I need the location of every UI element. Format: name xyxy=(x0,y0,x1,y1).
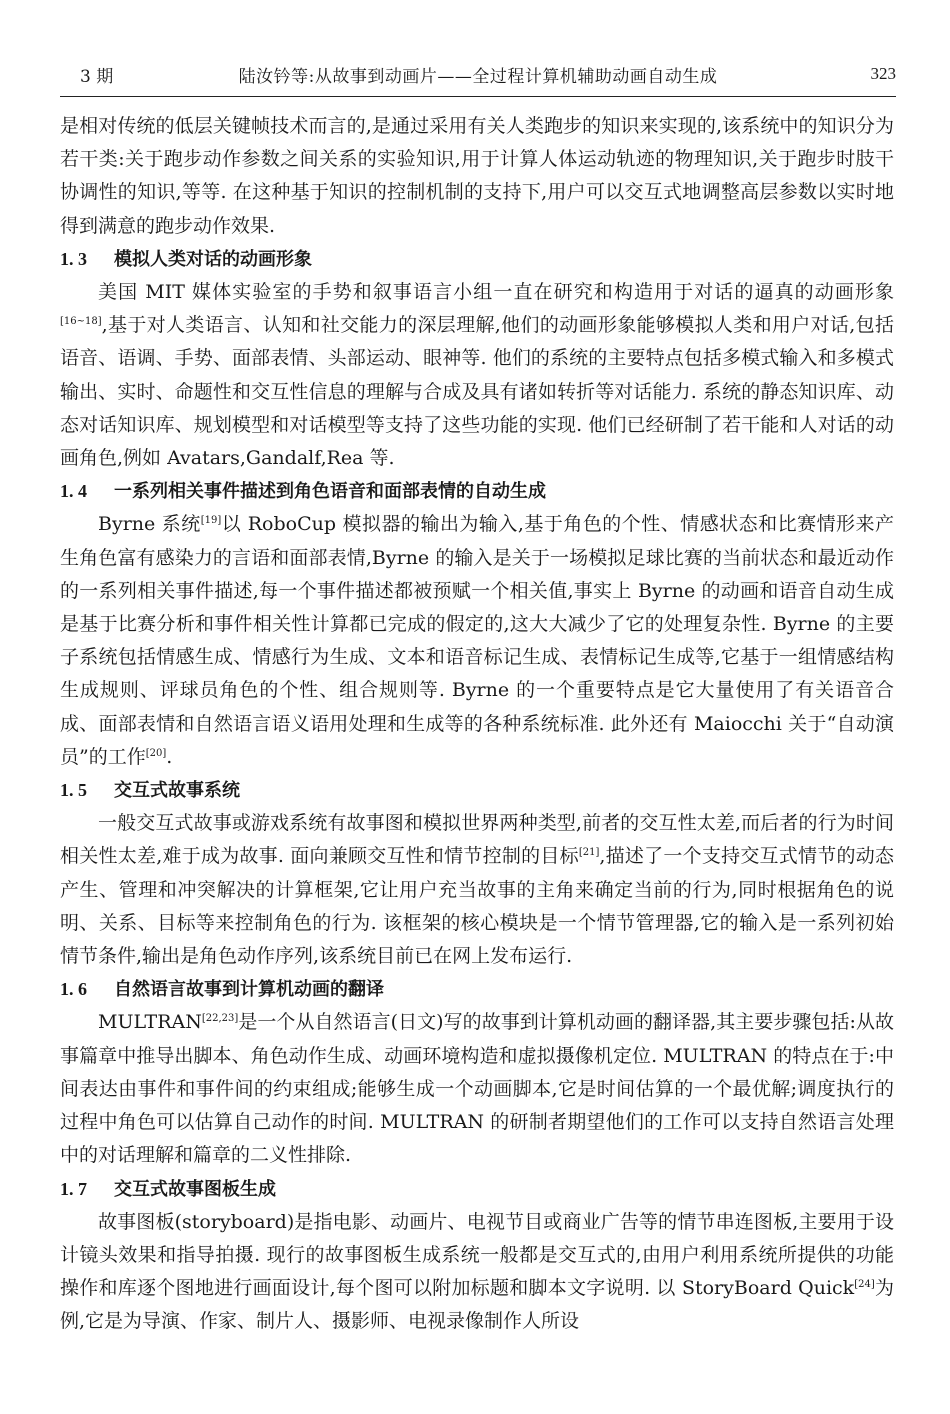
running-header xyxy=(60,56,896,92)
paragraph-text: MULTRAN xyxy=(98,1011,202,1034)
section-title: 交互式故事图板生成 xyxy=(114,1178,276,1200)
section-number: 1. 7 xyxy=(60,1178,87,1199)
paragraph-text: 是一个从自然语言(日文)写的故事到计算机动画的翻译器,其主要步骤包括:从故事篇章中推导出脚本、角色动作生成、动画环境构造和虚拟摄像机定位. MULTRAN 的特点在于:中间表达由事件和事件间的约束组成;能够生成一个动画脚本,它是时间估算的一个最优解;调度执行的过程中角色可以估算自己动作的时间. MULTRAN 的研制者期望他们的工作可以支持自然语言处理中的对话理解和篇章的二义性排除. xyxy=(60,1011,894,1167)
paragraph-text: Byrne 系统 xyxy=(98,513,201,536)
citation-ref: [21] xyxy=(578,847,600,859)
page-number: 323 xyxy=(870,64,896,83)
paragraph-text: . xyxy=(166,745,173,768)
section-title: 模拟人类对话的动画形象 xyxy=(114,248,312,270)
citation-ref: [24] xyxy=(854,1279,875,1291)
section-heading-1-3 xyxy=(60,243,894,276)
running-title: 陆汝钤等:从故事到动画片——全过程计算机辅助动画自动生成 xyxy=(238,67,718,87)
section-heading-1-4 xyxy=(60,475,894,508)
paragraph-text: 为例,它是为导演、作家、制片人、摄影师、电视录像制作人所设 xyxy=(60,1277,894,1333)
paragraph-continued: 是相对传统的低层关键帧技术而言的,是通过采用有关人类跑步的知识来实现的,该系统中的知识分为若干类:关于跑步动作参数之间关系的实验知识,用于计算人体运动轨迹的物理知识,关于跑步时肢干协调性的知识,等等. 在这种基于知识的控制机制的支持下,用户可以交互式地调整高层参数以实时地得到满意的跑步动作效果. xyxy=(60,115,894,237)
paragraph-text: 美国 MIT 媒体实验室的手势和叙事语言小组一直在研究和构造用于对话的逼真的动画形象 xyxy=(98,281,894,304)
paragraph-1-7 xyxy=(60,1206,894,1339)
section-heading-1-7 xyxy=(60,1173,894,1206)
section-number: 1. 5 xyxy=(60,780,87,801)
paragraph-text: ,基于对人类语言、认知和社交能力的深层理解,他们的动画形象能够模拟人类和用户对话,包括语音、语调、手势、面部表情、头部运动、眼神等. 他们的系统的主要特点包括多模式输入和多模式输出、实时、命题性和交互性信息的理解与合成及具有诸如转折等对话能力. 系统的静态知识库、动态对话知识库、规划模型和对话模型等支持了这些功能的实现. 他们已经研制了若干能和人对话的动画角色,例如 Avatars,Gandalf,Rea 等. xyxy=(60,314,894,470)
citation-ref: [19] xyxy=(200,515,222,527)
issue-number: 3 期 xyxy=(80,67,114,87)
paragraph-text: 故事图板(storyboard)是指电影、动画片、电视节目或商业广告等的情节串连图板,主要用于设计镜头效果和指导拍摄. 现行的故事图板生成系统一般都是交互式的,由用户利用系统所提供的功能操作和库逐个图地进行画面设计,每个图可以附加标题和脚本文字说明. 以 StoryBoard Quick xyxy=(60,1210,894,1300)
paragraph-text: ,描述了一个支持交互式情节的动态产生、管理和冲突解决的计算框架,它让用户充当故事的主角来确定当前的行为,同时根据角色的说明、关系、目标等来控制角色的行为. 该框架的核心模块是一个情节管理器,它的输入是一系列初始情节条件,输出是角色动作序列,该系统目前已在网上发布运行. xyxy=(60,845,894,968)
paragraph-1-4 xyxy=(60,508,894,774)
paragraph-1-6 xyxy=(60,1006,894,1172)
citation-ref: [16~18] xyxy=(60,316,102,328)
section-title: 自然语言故事到计算机动画的翻译 xyxy=(114,979,384,1001)
paragraph-1-3 xyxy=(60,276,894,475)
article-body xyxy=(60,110,894,1339)
paragraph-text: 一般交互式故事或游戏系统有故事图和模拟世界两种类型,前者的交互性太差,而后者的行为时间相关性太差,难于成为故事. 面向兼顾交互性和情节控制的目标 xyxy=(60,812,894,868)
citation-ref: [20] xyxy=(145,747,167,759)
paragraph-text: 以 RoboCup 模拟器的输出为输入,基于角色的个性、情感状态和比赛情形来产生角色富有感染力的言语和面部表情,Byrne 的输入是关于一场模拟足球比赛的当前状态和最近动作的一系列相关事件描述,每一个事件描述都被预赋一个相关值,事实上 Byrne 的动画和语音自动生成是基于比赛分析和事件相关性计算都已完成的假定的,这大大减少了它的处理复杂性. Byrne 的主要子系统包括情感生成、情感行为生成、文本和语音标记生成、表情标记生成等,它基于一组情感结构生成规则、评球员角色的个性、组合规则等. Byrne 的一个重要特点是它大量使用了有关语音合成、面部表情和自然语言语义语用处理和生成等的各种系统标准. 此外还有 Maiocchi 关于“自动演员”的工作 xyxy=(60,513,894,768)
section-heading-1-5 xyxy=(60,774,894,807)
citation-ref: [22,23] xyxy=(201,1013,239,1025)
header-rule xyxy=(60,96,896,97)
section-title: 一系列相关事件描述到角色语音和面部表情的自动生成 xyxy=(114,481,546,503)
section-heading-1-6 xyxy=(60,973,894,1006)
section-title: 交互式故事系统 xyxy=(114,780,240,802)
paragraph-1-5 xyxy=(60,807,894,973)
section-number: 1. 3 xyxy=(60,248,87,269)
section-number: 1. 6 xyxy=(60,979,87,1000)
section-number: 1. 4 xyxy=(60,481,87,502)
